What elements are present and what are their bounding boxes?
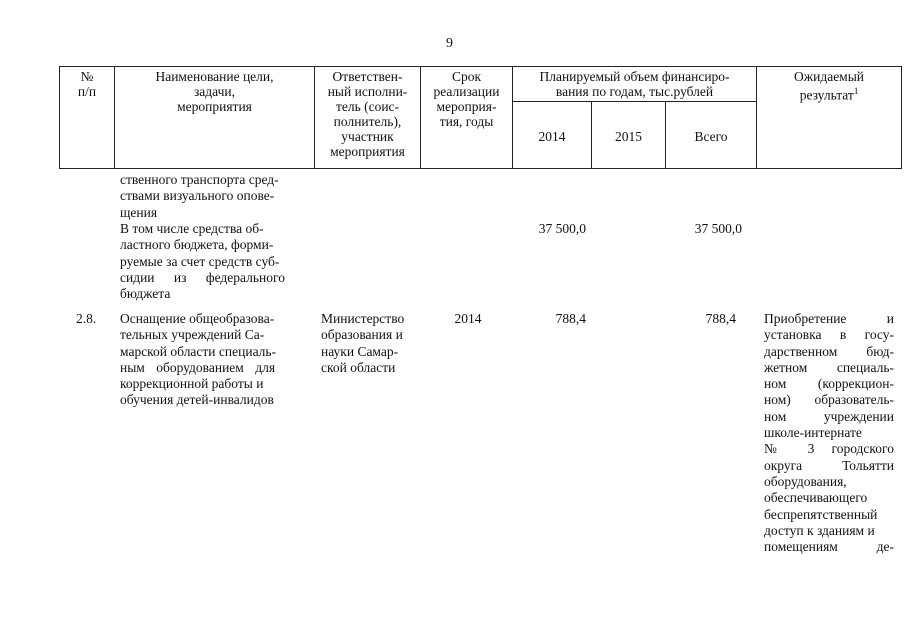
page-number: 9 <box>446 36 453 51</box>
row-result: Приобретение и установка в госу- дарственном бюд- жетном специаль- ном (коррекцион- ном) образователь- ном учреждении школе-интернате № 3 городского округа Тольятти оборудования, обеспечивающего беспрепятственный доступ к зданиям и помещениям де- <box>764 311 894 555</box>
header-name: Наименование цели, задачи, мероприятия <box>115 67 315 169</box>
subrow-total-value: 37 500,0 <box>694 221 742 236</box>
header-executor: Ответствен- ный исполни- тель (соис- полнитель), участник мероприятия <box>315 67 421 169</box>
table-header <box>59 66 902 169</box>
footnote-marker: 1 <box>853 86 859 96</box>
header-term: Срок реализации мероприя- тия, годы <box>421 67 513 169</box>
row-2014-value: 788,4 <box>555 311 586 326</box>
subrow-2014-value: 37 500,0 <box>538 221 586 236</box>
header-num: № п/п <box>60 67 115 169</box>
row-term: 2014 <box>454 311 482 326</box>
header-financing: Планируемый объем финансиро- вания по годам, тыс.рублей <box>513 67 757 102</box>
continued-name: ственного транспорта сред- ствами визуального опове- щения <box>120 172 279 220</box>
subrow-name: В том числе средства об- ластного бюджета, форми- руемые за счет средств суб- сидии из федерального бюджета <box>120 221 285 302</box>
header-result: Ожидаемый результат$^1$ <box>757 67 902 169</box>
header-year-2015: 2015 <box>592 102 666 169</box>
row-number: 2.8. <box>76 311 97 326</box>
row-name: Оснащение общеобразова- тельных учреждений Са- марской области специаль- ным оборудованием для коррекционной работы и обучения детей-инвалидов <box>120 311 277 408</box>
row-executor: Министерство образования и науки Самар- ской области <box>321 311 405 375</box>
row-total-value: 788,4 <box>705 311 736 326</box>
header-year-2014: 2014 <box>513 102 592 169</box>
header-total: Всего <box>666 102 757 169</box>
